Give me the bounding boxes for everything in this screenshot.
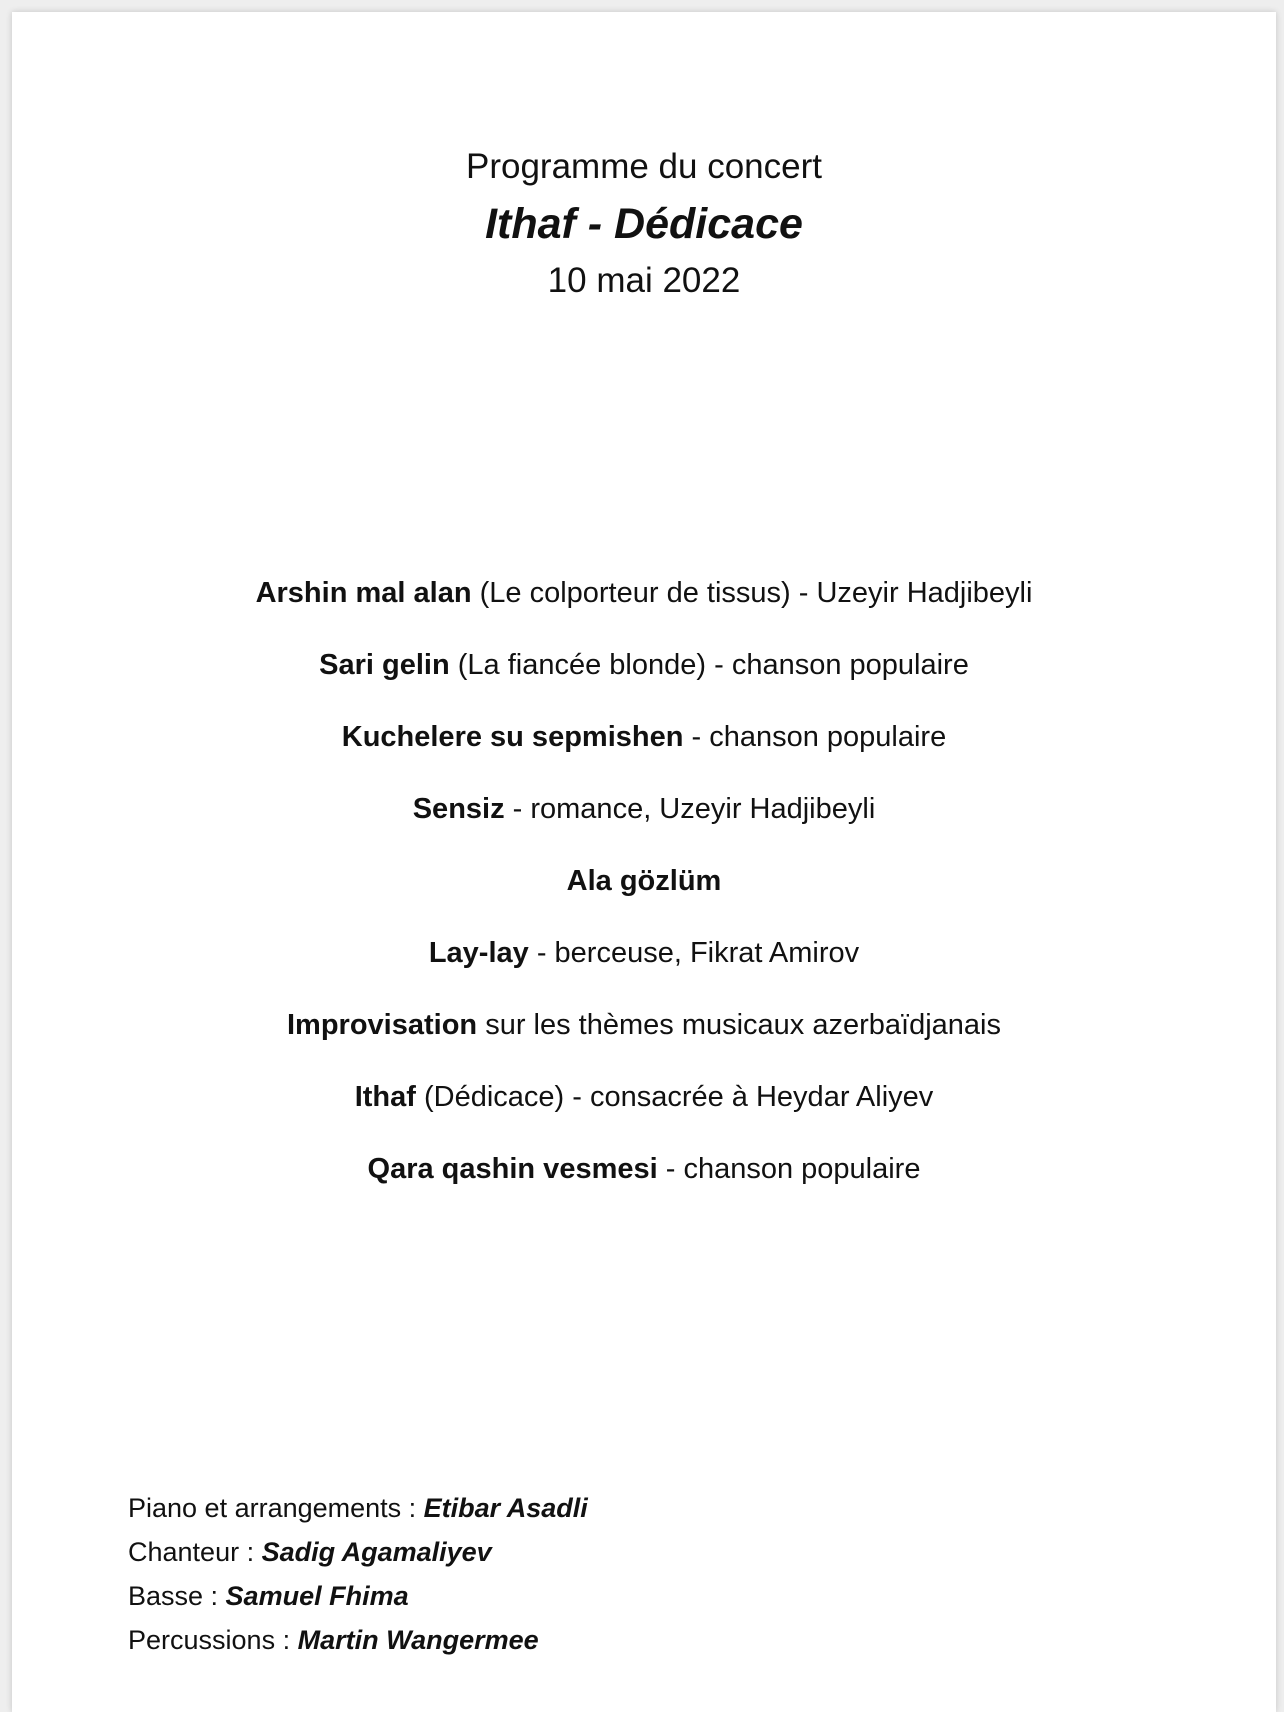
programme-item: [12, 1151, 1276, 1223]
piece-title: Improvisation: [286, 1009, 478, 1041]
programme-page: [12, 12, 1276, 1712]
programme-subtitle: Programme du concert: [466, 147, 822, 186]
piece-title: Kuchelere su sepmishen: [341, 721, 684, 753]
credit-row: [128, 1486, 588, 1530]
piece-detail: - berceuse, Fikrat Amirov: [528, 937, 860, 969]
performer-name: Samuel Fhima: [225, 1581, 409, 1611]
piece-detail: - chanson populaire: [657, 1153, 921, 1185]
piece-detail: (La fiancée blonde) - chanson populaire: [449, 649, 969, 681]
programme-item: [12, 719, 1276, 791]
performer-name: Sadig Agamaliyev: [261, 1537, 492, 1567]
piece-title: Ala gözlüm: [566, 865, 722, 897]
piece-title: Sensiz: [412, 793, 505, 825]
credit-role: Percussions :: [128, 1625, 298, 1655]
programme-item: [12, 1007, 1276, 1079]
credit-row: [128, 1574, 588, 1618]
performer-name: Etibar Asadli: [423, 1493, 588, 1523]
piece-detail: - romance, Uzeyir Hadjibeyli: [504, 793, 876, 825]
piece-title: Arshin mal alan: [255, 577, 472, 609]
programme-item: [12, 575, 1276, 647]
performer-credits: [128, 1486, 588, 1662]
piece-detail: (Dédicace) - consacrée à Heydar Aliyev: [415, 1081, 934, 1113]
programme-list: [12, 575, 1276, 1223]
programme-header: [12, 144, 1276, 304]
credit-row: [128, 1530, 588, 1574]
programme-item: [12, 1079, 1276, 1151]
programme-item: [12, 647, 1276, 719]
programme-item: [12, 935, 1276, 1007]
piece-detail: (Le colporteur de tissus) - Uzeyir Hadjibeyli: [471, 577, 1033, 609]
credit-role: Chanteur :: [128, 1537, 262, 1567]
programme-item: [12, 791, 1276, 863]
piece-detail: - chanson populaire: [683, 721, 947, 753]
credit-role: Piano et arrangements :: [128, 1493, 424, 1523]
piece-title: Sari gelin: [319, 649, 450, 681]
credit-role: Basse :: [128, 1581, 226, 1611]
piece-title: Ithaf: [354, 1081, 416, 1113]
programme-item: [12, 863, 1276, 935]
performer-name: Martin Wangermee: [297, 1625, 539, 1655]
concert-title: Ithaf - Dédicace: [485, 200, 803, 248]
concert-date: 10 mai 2022: [547, 261, 741, 300]
credit-row: [128, 1618, 588, 1662]
piece-detail: sur les thèmes musicaux azerbaïdjanais: [477, 1009, 1001, 1041]
piece-title: Lay-lay: [428, 937, 529, 969]
piece-title: Qara qashin vesmesi: [367, 1153, 658, 1185]
